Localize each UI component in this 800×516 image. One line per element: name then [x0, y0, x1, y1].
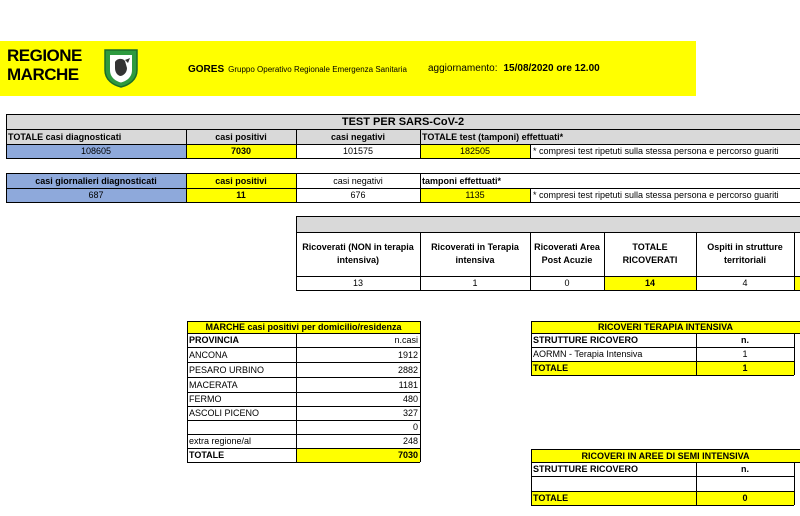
hospital-vline-6 [794, 232, 795, 290]
icu-line [531, 361, 794, 362]
icu-line [531, 347, 794, 348]
test-line-2 [6, 129, 800, 130]
semi-line [531, 449, 800, 450]
hospital-line-3 [296, 276, 800, 277]
province-line [187, 462, 420, 463]
hospital-header-non-intensiva: Ricoverati (NON in terapia intensiva) [302, 242, 414, 265]
coat-of-arms-icon [103, 48, 139, 88]
semi-total-value: 0 [696, 491, 794, 505]
hospital-vline-3 [530, 232, 531, 290]
daily-vline-2 [186, 173, 187, 202]
daily-line-2 [6, 188, 800, 189]
daily-header-tamponi: tamponi effettuati* [422, 175, 502, 186]
daily-line-1 [6, 173, 800, 174]
hospital-value-ospiti: 4 [742, 278, 748, 288]
province-col-provincia: PROVINCIA [189, 335, 240, 345]
semi-table-title: RICOVERI IN AREE DI SEMI INTENSIVA [531, 449, 800, 462]
test-header-negativi: casi negativi [330, 131, 386, 142]
province-total-value: 7030 [296, 448, 420, 462]
hospital-value-non-intensiva: 13 [352, 278, 363, 288]
hospital-vline-1 [296, 216, 297, 290]
semi-total-label: TOTALE [531, 491, 696, 505]
province-row-name: ANCONA [189, 349, 228, 360]
icu-row-name: AORMN - Terapia Intensiva [533, 349, 643, 359]
test-header-totale-casi: TOTALE casi diagnosticati [8, 131, 122, 142]
province-total-label: TOTALE [189, 450, 225, 460]
test-vline-3 [296, 129, 297, 158]
province-row-name: FERMO [189, 394, 222, 404]
province-row-value: 1181 [398, 379, 418, 390]
daily-vline-3 [296, 173, 297, 202]
daily-value-tamponi: 1135 [420, 188, 530, 202]
province-row-name [187, 420, 296, 434]
province-table-title: MARCHE casi positivi per domicilio/residenza [187, 321, 420, 333]
icu-col-n: n. [741, 335, 749, 345]
icu-vline [696, 333, 697, 375]
hospital-value-post-acuzie: 0 [564, 278, 570, 288]
icu-col-strutture: STRUTTURE RICOVERO [533, 335, 639, 345]
icu-vline [794, 333, 795, 375]
icu-table-title: RICOVERI TERAPIA INTENSIVA [531, 321, 800, 333]
test-value-negativi: 101575 [342, 146, 374, 156]
hospital-line-2 [296, 232, 800, 233]
semi-vline [531, 449, 532, 505]
test-line-3 [6, 144, 800, 145]
province-line [187, 406, 420, 407]
semi-line [531, 476, 794, 477]
province-row-value: 327 [402, 408, 418, 418]
test-value-tamponi: 182505 [420, 144, 530, 158]
icu-vline [531, 321, 532, 375]
update-info [428, 63, 600, 74]
daily-value-casi: 687 [6, 188, 186, 202]
province-line [187, 362, 420, 363]
icu-line [531, 375, 794, 376]
hospital-header-intensiva: Ricoverati in Terapia intensiva [431, 242, 519, 265]
test-header-tamponi: TOTALE test (tamponi) effettuati* [422, 131, 564, 142]
daily-header-casi: casi giornalieri diagnosticati [6, 173, 186, 188]
icu-total-value: 1 [696, 361, 794, 375]
daily-vline-5 [530, 188, 531, 202]
daily-header-positivi: casi positivi [186, 173, 296, 188]
daily-header-negativi: casi negativi [333, 175, 383, 186]
icu-total-label: TOTALE [531, 361, 696, 375]
hospital-table-title-bg [296, 216, 800, 232]
semi-line [531, 505, 794, 506]
hospital-value-totale: 14 [604, 276, 696, 290]
semi-col-strutture: STRUTTURE RICOVERO [533, 464, 639, 474]
logo-line1: REGIONE [7, 46, 82, 65]
test-vline-2 [186, 129, 187, 158]
province-row-value: 0 [412, 422, 418, 432]
test-vline-4 [420, 129, 421, 158]
province-vline [420, 321, 421, 462]
update-label: aggiornamento: [428, 63, 498, 74]
province-vline [296, 333, 297, 462]
province-row-value: 248 [402, 436, 418, 446]
update-value: 15/08/2020 ore 12.00 [503, 63, 600, 74]
test-value-totale-casi: 108605 [6, 144, 186, 158]
province-col-ncasi: n.casi [394, 335, 418, 345]
test-table-title: TEST PER SARS-CoV-2 [341, 115, 465, 128]
daily-line-3 [6, 202, 800, 203]
daily-value-positivi: 11 [186, 188, 296, 202]
test-line-4 [6, 158, 800, 159]
hospital-value-intensiva: 1 [472, 278, 478, 288]
hospital-header-ospiti: Ospiti in strutture territoriali [707, 242, 783, 265]
gores-acronym: GORES [188, 64, 225, 75]
daily-vline-1 [6, 173, 7, 202]
province-line [187, 392, 420, 393]
province-vline [187, 321, 188, 462]
province-row-name: PESARO URBINO [189, 364, 265, 375]
daily-vline-4 [420, 173, 421, 202]
icu-row-value: 1 [742, 349, 748, 359]
province-row-name: MACERATA [189, 379, 238, 390]
semi-line [531, 491, 794, 492]
test-line-1 [6, 114, 800, 115]
semi-vline [794, 462, 795, 505]
gores-title [188, 64, 407, 75]
icu-line [531, 333, 800, 334]
hospital-header-post-acuzie: Ricoverati Area Post Acuzie [534, 242, 600, 265]
hospital-line-1 [296, 216, 800, 217]
semi-line [531, 462, 800, 463]
province-line [187, 420, 420, 421]
province-row-name: ASCOLI PICENO [189, 408, 260, 418]
province-line [187, 434, 420, 435]
province-line [187, 333, 420, 334]
test-header-positivi: casi positivi [215, 131, 267, 142]
semi-vline [696, 462, 697, 505]
semi-col-n: n. [741, 464, 749, 474]
province-row-value: 1912 [397, 349, 418, 360]
gores-description: Gruppo Operativo Regionale Emergenza Sanitaria [228, 65, 407, 74]
test-value-positivi: 7030 [186, 144, 296, 158]
test-vline-1 [6, 114, 7, 158]
hospital-vline-2 [420, 232, 421, 290]
hospital-header-totale: TOTALE RICOVERATI [622, 242, 678, 265]
province-line [187, 321, 420, 322]
province-row-value: 480 [402, 394, 418, 404]
test-note: * compresi test ripetuti sulla stessa persona e percorso guariti [533, 146, 779, 156]
daily-note: * compresi test ripetuti sulla stessa persona e percorso guariti [533, 190, 779, 200]
hospital-line-4 [296, 290, 800, 291]
hospital-vline-4 [604, 232, 605, 290]
daily-value-negativi: 676 [350, 190, 366, 200]
province-row-name: extra regione/al [189, 436, 252, 446]
icu-line [531, 321, 800, 322]
test-vline-5 [530, 144, 531, 158]
province-line [187, 347, 420, 348]
province-line [187, 448, 420, 449]
hospital-vline-5 [696, 232, 697, 290]
province-line [187, 377, 420, 378]
regione-marche-logo [7, 46, 142, 90]
logo-line2: MARCHE [7, 65, 79, 84]
province-row-value: 2882 [397, 364, 418, 375]
